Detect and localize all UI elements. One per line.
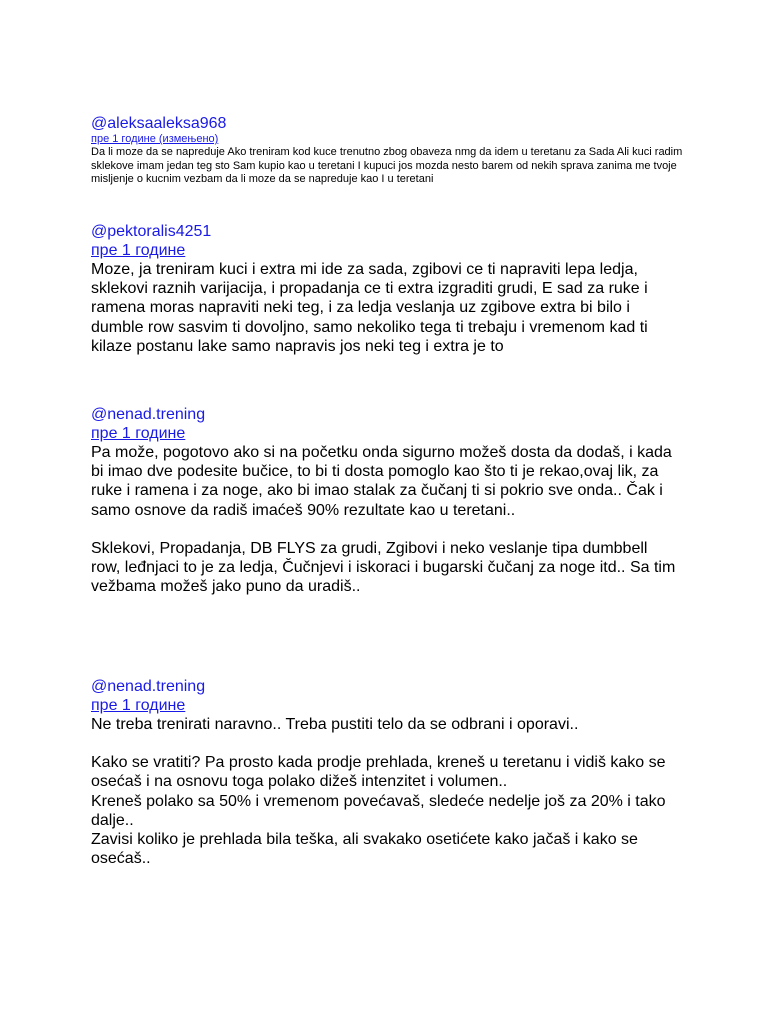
comment-1	[91, 114, 691, 187]
comment-4	[91, 677, 691, 868]
comment-paragraph: Sklekovi, Propadanja, DB FLYS za grudi, Zgibovi i neko veslanje tipa dumbbell row, leđnjaci to je za ledja, Čučnjevi i iskoraci i bugarski čučanj za noge itd.. Sa tim vežbama možeš jako puno da uradiš..	[91, 539, 676, 596]
comment-timestamp-link[interactable]: пре 1 године (измењено)	[91, 133, 219, 145]
comment-author-link[interactable]: @aleksaaleksa968	[91, 115, 227, 132]
comment-body	[91, 146, 691, 187]
comment-paragraph: Ne treba trenirati naravno.. Treba pustiti telo da se odbrani i oporavi..	[91, 716, 579, 733]
comment-paragraph: Pa može, pogotovo ako si na početku onda sigurno možeš dosta da dodaš, i kada bi imao dve podesite bučice, to bi ti dosta pomoglo kao što ti je rekao,ovaj lik, za ruke i ramena i za noge, ako bi imao stalak za čučanj ti si pokrio sve onda.. Čak i samo osnove da radiš imaćeš 90% rezultate kao u teretani..	[91, 444, 672, 519]
comment-author-link[interactable]: @nenad.trening	[91, 678, 206, 695]
comment-author-link[interactable]: @nenad.trening	[91, 406, 206, 423]
comment-timestamp-link[interactable]: пре 1 године	[91, 242, 186, 259]
comment-timestamp-link[interactable]: пре 1 године	[91, 425, 186, 442]
comment-author-link[interactable]: @pektoralis4251	[91, 223, 212, 240]
comment-paragraph: Da li moze da se napreduje Ako treniram kod kuce trenutno zbog obaveza nmg da idem u teretanu za Sada Ali kuci radim sklekove imam jedan teg sto Sam kupio kao u teretani I kupuci jos mozda nesto barem od nekih sprava zanima me tvoje misljenje o kucnim vezbam da li moze da se napreduje kao I u teretani	[91, 146, 683, 185]
comment-body	[91, 715, 681, 868]
comment-paragraph: Moze, ja treniram kuci i extra mi ide za sada, zgibovi ce ti napraviti lepa ledja, sklekovi raznih varijacija, i propadanja ce ti extra izgraditi grudi, E sad za ruke i ramena moras napraviti neki teg, i za ledja veslanja uz zgibove extra bi bilo i dumble row sasvim ti dovoljno, samo nekoliko tega ti trebaju i vremenom kad ti kilaze postanu lake samo napravis jos neki teg i extra je to	[91, 261, 648, 355]
comment-timestamp-link[interactable]: пре 1 године	[91, 697, 186, 714]
comment-3	[91, 405, 691, 596]
comment-2	[91, 222, 691, 356]
comment-body	[91, 443, 681, 596]
comment-body	[91, 260, 681, 356]
comment-paragraph: Kako se vratiti? Pa prosto kada prodje prehlada, kreneš u teretanu i vidiš kako se osećaš i na osnovu toga polako dižeš intenzitet i volumen.. Kreneš polako sa 50% i vremenom povećavaš, sledeće nedelje još za 20% i tako dalje.. Zavisi koliko je prehlada bila teška, ali svakako osetićete kako jačaš i kako se osećaš..	[91, 754, 666, 868]
